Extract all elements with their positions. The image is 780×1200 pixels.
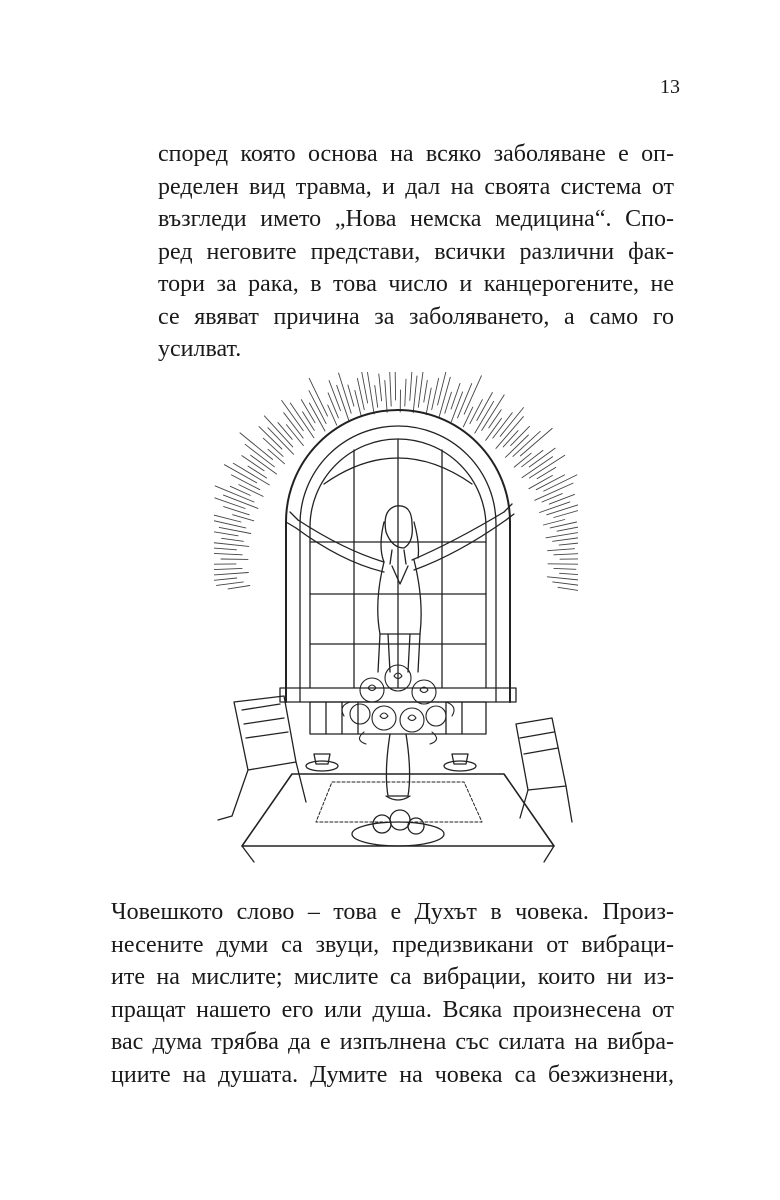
text-line: възгледи името „Нова немска медицина“. Спо-	[158, 206, 674, 232]
text-line: ределен вид травма, и дал на своята система от	[158, 173, 674, 200]
text-line: Човешкото слово – това е Духът в човека. Произ-	[111, 899, 674, 925]
woman-with-raised-arms-at-window-icon	[214, 372, 578, 866]
top-paragraph	[158, 138, 674, 366]
text-line: според която основа на всяко заболяване е оп-	[158, 141, 674, 167]
text-line: пращат нашето его или душа. Всяка произнесена от	[111, 996, 674, 1023]
bottom-paragraph	[111, 896, 674, 1091]
text-line: тори за рака, в това число и канцерогените, не	[158, 271, 674, 297]
text-line: усилват.	[158, 336, 242, 362]
page-number: 13	[660, 76, 680, 98]
text-line: се явяват причина за заболяването, а само го	[158, 303, 674, 330]
text-line: вас дума трябва да е изпълнена със силата на вибра-	[111, 1029, 674, 1055]
text-line: ите на мислите; мислите са вибрации, които ни из-	[111, 964, 674, 990]
text-line: циите на душата. Думите на човека са безжизнени,	[111, 1061, 674, 1088]
illustration	[214, 372, 578, 866]
text-line: ред неговите представи, всички различни фак-	[158, 238, 674, 265]
text-line: несените думи са звуци, предизвикани от вибраци-	[111, 931, 674, 958]
